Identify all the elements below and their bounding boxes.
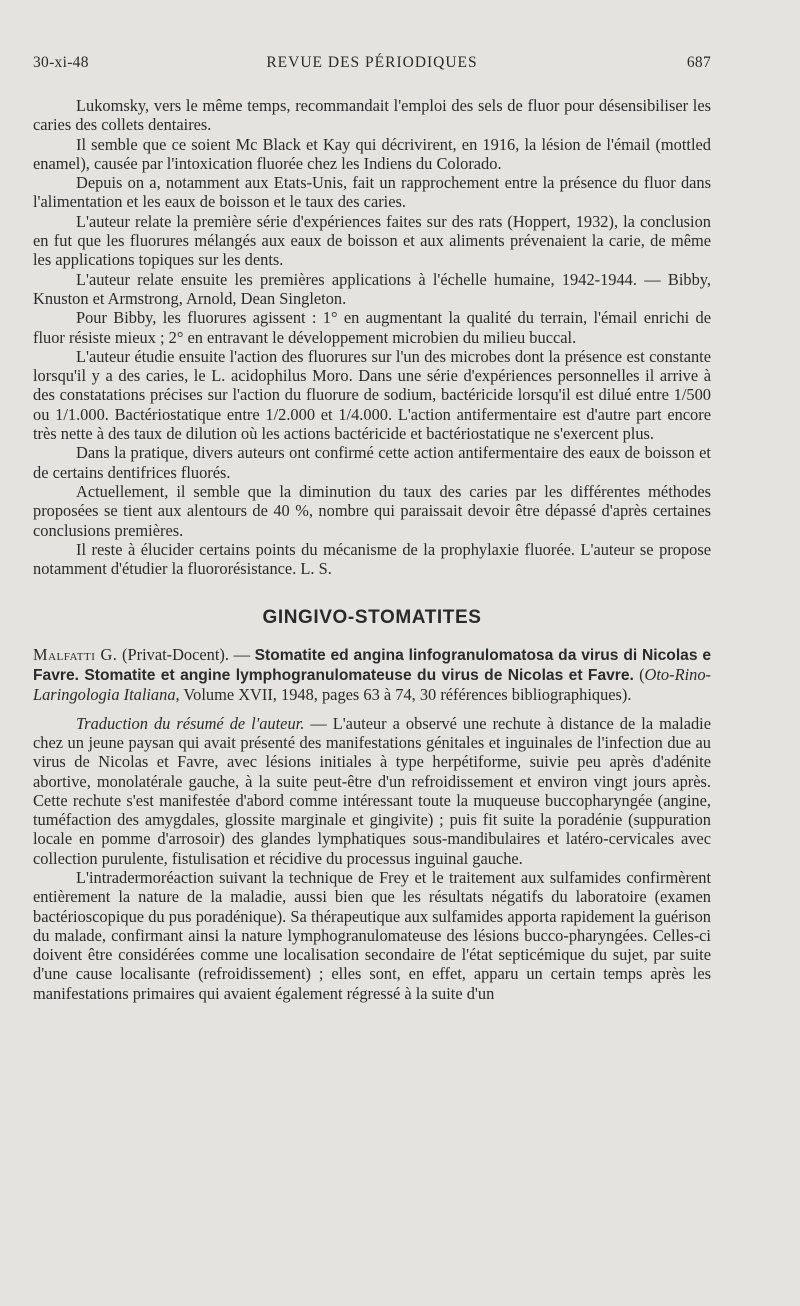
paragraph-1: Lukomsky, vers le même temps, recommandait l'emploi des sels de fluor pour désensibiliser les caries des collets dentaires. <box>33 96 711 135</box>
entry-source-rest: Volume XVII, 1948, pages 63 à 74, 30 références bibliographiques). <box>179 685 632 705</box>
entry-source-open: ( <box>633 665 645 685</box>
entry-role: (Privat-Docent). — <box>117 644 255 664</box>
translation-text: — L'auteur a observé une rechute à distance de la maladie chez un jeune paysan qui avait présenté des manifestations génitales et inguinales de l'infection due au virus de Nicolas et Favre, avec lésions initiales à type herpétiforme, suivie peu après d'adénite abortive, monolatérale gauche, à la suite peut-être d'un refroidissement et environ vingt jours après. Cette rechute s'est manifestée d'abord comme intéressant toute la muqueuse buccopharyngée (angine, tuméfaction des amygdales, glossite marginale et gingivite) ; puis fit suite la poradénie (suppuration locale en pomme d'arrosoir) des glandes lymphatiques sous-mandibulaires et latéro-cervicales avec collection purulente, fistulisation et récidive du processus inguinal gauche. <box>33 713 711 868</box>
translation-label: Traduction du résumé de l'auteur. <box>76 713 305 733</box>
paragraph-6: Pour Bibby, les fluorures agissent : 1° en augmentant la qualité du terrain, l'émail enrichi de fluor résiste mieux ; 2° en entravant le développement microbien du milieu buccal. <box>33 308 711 347</box>
translation-paragraph <box>33 714 711 868</box>
header-date: 30-xi-48 <box>33 54 89 71</box>
entry-author: Malfatti G. <box>33 644 118 664</box>
paragraph-final: L'intradermoréaction suivant la technique de Frey et le traitement aux sulfamides confirmèrent entièrement la nature de la maladie, aussi bien que les résultats négatifs du laboratoire (examen bactérioscopique du pus poradénique). Sa thérapeutique aux sulfamides apporta rapidement la guérison du malade, confirmant ainsi la nature lymphogranulomateuse des lésions bucco-pharyngées. Celles-ci doivent être considérées comme une localisation secondaire de l'état septicémique du sujet, par suite d'une cause localisante (refroidissement) ; elles sont, en effet, apparu un certain temps après les manifestations primaires qui avaient également régressé à la suite d'un <box>33 867 711 1003</box>
bibliographic-entry <box>33 645 711 705</box>
paragraph-7: L'auteur étudie ensuite l'action des fluorures sur l'un des microbes dont la présence est constante lorsqu'il y a des caries, le L. acidophilus Moro. Dans une série d'expériences personnelles il arrive à des constatations précises sur l'action du fluorure de sodium, bactéricide lorsqu'il est dilué entre 1/500 ou 1/1.000. Bactériostatique entre 1/2.000 et 1/4.000. L'action antifermentaire est d'autre part encore très nette à des taux de dilution où les actions bactéricide et bactériostatique ne s'exercent plus. <box>33 346 711 444</box>
paragraph-5: L'auteur relate ensuite les premières applications à l'échelle humaine, 1942-1944. — Bibby, Knuston et Armstrong, Arnold, Dean Singleton. <box>33 269 711 308</box>
header-title: REVUE DES PÉRIODIQUES <box>266 54 478 71</box>
paragraph-10: Il reste à élucider certains points du mécanisme de la prophylaxie fluorée. L'auteur se propose notamment d'étudier la fluororésistance. L. S. <box>33 539 711 579</box>
paragraph-3: Depuis on a, notamment aux Etats-Unis, fait un rapprochement entre la présence du fluor dans l'alimentation et les eaux de boisson et le taux des caries. <box>33 173 711 212</box>
paragraph-9: Actuellement, il semble que la diminution du taux des caries par les différentes méthodes proposées se tient aux alentours de 40 %, nombre qui paraissait devoir être dépassé d'après certaines conclusions premières. <box>33 481 711 540</box>
running-header <box>33 54 711 76</box>
section-heading: GINGIVO-STOMATITES <box>262 607 482 629</box>
page-number: 687 <box>686 54 711 71</box>
entry-title: Stomatite ed angina linfogranulomatosa da virus di Nicolas e Favre. Stomatite et angine lymphogranulomateuse du virus de Nicolas et Favre. <box>33 646 712 685</box>
entry-journal: Oto-Rino-Laringologia Italiana, <box>33 665 711 705</box>
article-body <box>33 96 711 1003</box>
paragraph-2: Il semble que ce soient Mc Black et Kay qui décrivirent, en 1916, la lésion de l'émail (mottled enamel), causée par l'intoxication fluorée chez les Indiens du Colorado. <box>33 134 711 173</box>
paragraph-8: Dans la pratique, divers auteurs ont confirmé cette action antifermentaire des eaux de boisson et de certains dentifrices fluorés. <box>33 443 711 482</box>
paragraph-4: L'auteur relate la première série d'expériences faites sur des rats (Hoppert, 1932), la conclusion en fut que les fluorures mélangés aux eaux de boisson et aux aliments prévenaient la carie, de même les applications topiques sur les dents. <box>33 211 711 270</box>
